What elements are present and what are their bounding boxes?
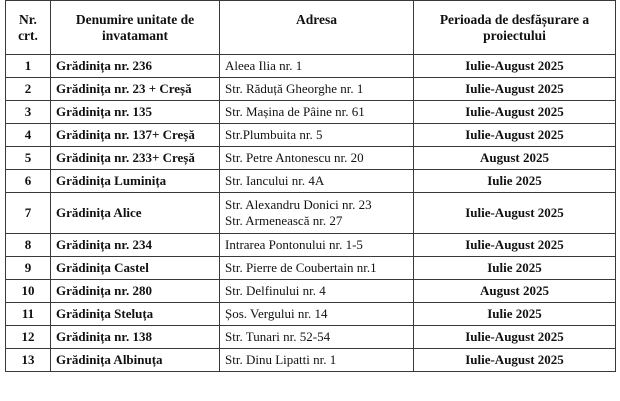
address-line: Str. Mașina de Pâine nr. 61 — [225, 104, 365, 119]
unit-address — [220, 193, 414, 234]
address-line: Str. Pierre de Coubertain nr.1 — [225, 260, 377, 275]
table-row — [6, 326, 616, 349]
address-line: Str. Tunari nr. 52-54 — [225, 329, 331, 344]
project-period: Iulie-August 2025 — [414, 55, 616, 78]
row-number: 7 — [6, 193, 51, 234]
header-nr: Nr. crt. — [6, 1, 51, 55]
table-row — [6, 147, 616, 170]
table-row — [6, 124, 616, 147]
address-line: Str. Dinu Lipatti nr. 1 — [225, 352, 337, 367]
unit-name: Grădinița nr. 234 — [51, 234, 220, 257]
address-line: Intrarea Pontonului nr. 1-5 — [225, 237, 363, 252]
table-row — [6, 280, 616, 303]
table-row — [6, 170, 616, 193]
row-number: 10 — [6, 280, 51, 303]
unit-name: Grădinița Luminița — [51, 170, 220, 193]
row-number: 5 — [6, 147, 51, 170]
table-row — [6, 101, 616, 124]
kindergarten-table — [5, 0, 616, 372]
row-number: 11 — [6, 303, 51, 326]
unit-address — [220, 349, 414, 372]
address-line: Str. Iancului nr. 4A — [225, 173, 325, 188]
address-line: Str. Delfinului nr. 4 — [225, 283, 326, 298]
project-period: Iulie-August 2025 — [414, 349, 616, 372]
row-number: 9 — [6, 257, 51, 280]
address-line: Str.Plumbuita nr. 5 — [225, 127, 323, 142]
row-number: 4 — [6, 124, 51, 147]
row-number: 3 — [6, 101, 51, 124]
project-period: Iulie-August 2025 — [414, 193, 616, 234]
unit-name: Grădinița nr. 280 — [51, 280, 220, 303]
table-header-row — [6, 1, 616, 55]
table-row — [6, 349, 616, 372]
unit-address — [220, 147, 414, 170]
address-line: Str. Armenească nr. 27 — [225, 213, 343, 228]
address-line: Str. Răduță Gheorghe nr. 1 — [225, 81, 364, 96]
table-row — [6, 303, 616, 326]
project-period: Iulie-August 2025 — [414, 326, 616, 349]
table-row — [6, 257, 616, 280]
row-number: 6 — [6, 170, 51, 193]
project-period: Iulie-August 2025 — [414, 101, 616, 124]
document-page — [5, 0, 615, 372]
unit-address — [220, 124, 414, 147]
table-row — [6, 234, 616, 257]
unit-name: Grădinița nr. 236 — [51, 55, 220, 78]
project-period: Iulie-August 2025 — [414, 78, 616, 101]
header-name: Denumire unitate de invatamant — [51, 1, 220, 55]
project-period: Iulie-August 2025 — [414, 124, 616, 147]
row-number: 2 — [6, 78, 51, 101]
row-number: 12 — [6, 326, 51, 349]
address-line: Str. Alexandru Donici nr. 23 — [225, 197, 372, 212]
unit-address — [220, 234, 414, 257]
header-period: Perioada de desfășurare a proiectului — [414, 1, 616, 55]
project-period: August 2025 — [414, 147, 616, 170]
unit-address — [220, 55, 414, 78]
project-period: Iulie-August 2025 — [414, 234, 616, 257]
unit-address — [220, 326, 414, 349]
unit-name: Grădinița nr. 137+ Creșă — [51, 124, 220, 147]
unit-name: Grădinița nr. 23 + Creșă — [51, 78, 220, 101]
unit-address — [220, 257, 414, 280]
row-number: 13 — [6, 349, 51, 372]
table-row — [6, 193, 616, 234]
row-number: 8 — [6, 234, 51, 257]
table-body — [6, 55, 616, 372]
unit-address — [220, 280, 414, 303]
row-number: 1 — [6, 55, 51, 78]
address-line: Șos. Vergului nr. 14 — [225, 306, 328, 321]
project-period: Iulie 2025 — [414, 170, 616, 193]
unit-name: Grădinița Steluța — [51, 303, 220, 326]
header-address: Adresa — [220, 1, 414, 55]
address-line: Str. Petre Antonescu nr. 20 — [225, 150, 364, 165]
unit-name: Grădinița nr. 135 — [51, 101, 220, 124]
unit-name: Grădinița Alice — [51, 193, 220, 234]
table-row — [6, 55, 616, 78]
unit-address — [220, 170, 414, 193]
unit-address — [220, 303, 414, 326]
unit-name: Grădinița Castel — [51, 257, 220, 280]
address-line: Aleea Ilia nr. 1 — [225, 58, 303, 73]
project-period: Iulie 2025 — [414, 257, 616, 280]
unit-name: Grădinița Albinuța — [51, 349, 220, 372]
project-period: August 2025 — [414, 280, 616, 303]
unit-address — [220, 101, 414, 124]
unit-name: Grădinița nr. 233+ Creșă — [51, 147, 220, 170]
project-period: Iulie 2025 — [414, 303, 616, 326]
table-row — [6, 78, 616, 101]
unit-address — [220, 78, 414, 101]
unit-name: Grădinița nr. 138 — [51, 326, 220, 349]
